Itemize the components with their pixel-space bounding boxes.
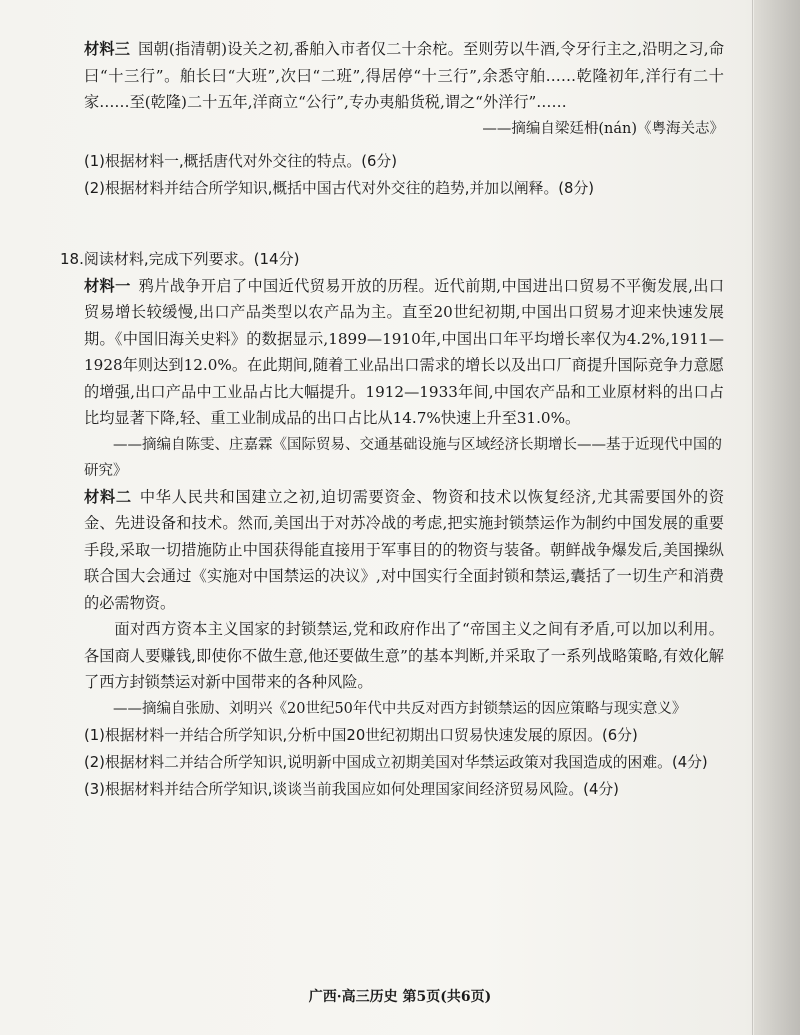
material2-text-p1: 中华人民共和国建立之初,迫切需要资金、物资和技术以恢复经济,尤其需要国外的资金、先进设备和技术。然而,美国出于对苏冷战的考虑,把实施封锁禁运作为制约中国发展的重要手段,采取一切措施防止中国获得能直接用于军事目的的物资与装备。朝鲜战争爆发后,美国操纵联合国大会通过《实施对中国禁运的决议》,对中国实行全面封锁和禁运,囊括了一切生产和消费的必需物资。: [84, 487, 725, 612]
material1-text: 鸦片战争开启了中国近代贸易开放的历程。近代前期,中国进出口贸易不平衡发展,出口贸易增长较缓慢,出口产品类型以农产品为主。直至20世纪初期,中国出口贸易才迎来快速发展期。《中国旧海关史料》的数据显示,1899—1910年,中国出口年平均增长率仅为4.2%,1911—1928年则达到12.0%。在此期间,随着工业品出口需求的增长以及出口厂商提升国际竞争力意愿的增强,出口产品中工业品占比大幅提升。1912—1933年间,中国农产品和工业原材料的出口占比均显著下降,轻、重工业制成品的出口占比从14.7%快速上升至31.0%。: [84, 276, 725, 427]
q17-question-2: (2)根据材料并结合所学知识,概括中国古代对外交往的趋势,并加以阐释。(8分): [84, 179, 595, 197]
margin-line: [752, 0, 753, 1035]
page-edge-shadow: [754, 0, 800, 1035]
material2-label: 材料二: [84, 487, 132, 506]
material1-source: ——摘编自陈雯、庄嘉霖《国际贸易、交通基础设施与区域经济长期增长——基于近现代中国的研究》: [84, 436, 722, 479]
material3-text: 国朝(指清朝)设关之初,番舶入市者仅二十余柁。至则劳以牛酒,令牙行主之,沿明之习,命曰“十三行”。舶长曰“大班”,次曰“二班”,得居停“十三行”,余悉守舶……乾隆初年,洋行有二十家……至(乾隆)二十五年,洋商立“公行”,专办夷船货税,谓之“外洋行”……: [84, 40, 725, 111]
q18-material1: [84, 273, 724, 432]
material3-source: ——摘编自梁廷枏(nán)《粤海关志》: [482, 120, 724, 137]
material1-label: 材料一: [84, 276, 131, 295]
q18-heading: 18.阅读材料,完成下列要求。(14分): [60, 249, 300, 268]
q18-material2: [84, 484, 724, 617]
q17-material3: [84, 36, 724, 116]
q17-question-1: (1)根据材料一,概括唐代对外交往的特点。(6分): [84, 152, 397, 170]
q18-question-3: (3)根据材料并结合所学知识,谈谈当前我国应如何处理国家间经济贸易风险。(4分): [84, 780, 619, 798]
material2-source: ——摘编自张励、刘明兴《20世纪50年代中共反对西方封锁禁运的因应策略与现实意义》: [113, 700, 687, 717]
material3-label: 材料三: [84, 40, 131, 58]
material2-text-p2: 面对西方资本主义国家的封锁禁运,党和政府作出了“帝国主义之间有矛盾,可以加以利用。各国商人要赚钱,即使你不做生意,他还要做生意”的基本判断,并采取了一系列战略策略,有效化解了西方封锁禁运对新中国带来的各种风险。: [84, 620, 724, 691]
page-footer: 广西·高三历史 第5页(共6页): [308, 989, 492, 1005]
page-content: [60, 36, 725, 803]
q18-question-1: (1)根据材料一并结合所学知识,分析中国20世纪初期出口贸易快速发展的原因。(6分): [84, 726, 638, 744]
q18-question-2: (2)根据材料二并结合所学知识,说明新中国成立初期美国对华禁运政策对我国造成的困难。(4分): [84, 753, 708, 771]
